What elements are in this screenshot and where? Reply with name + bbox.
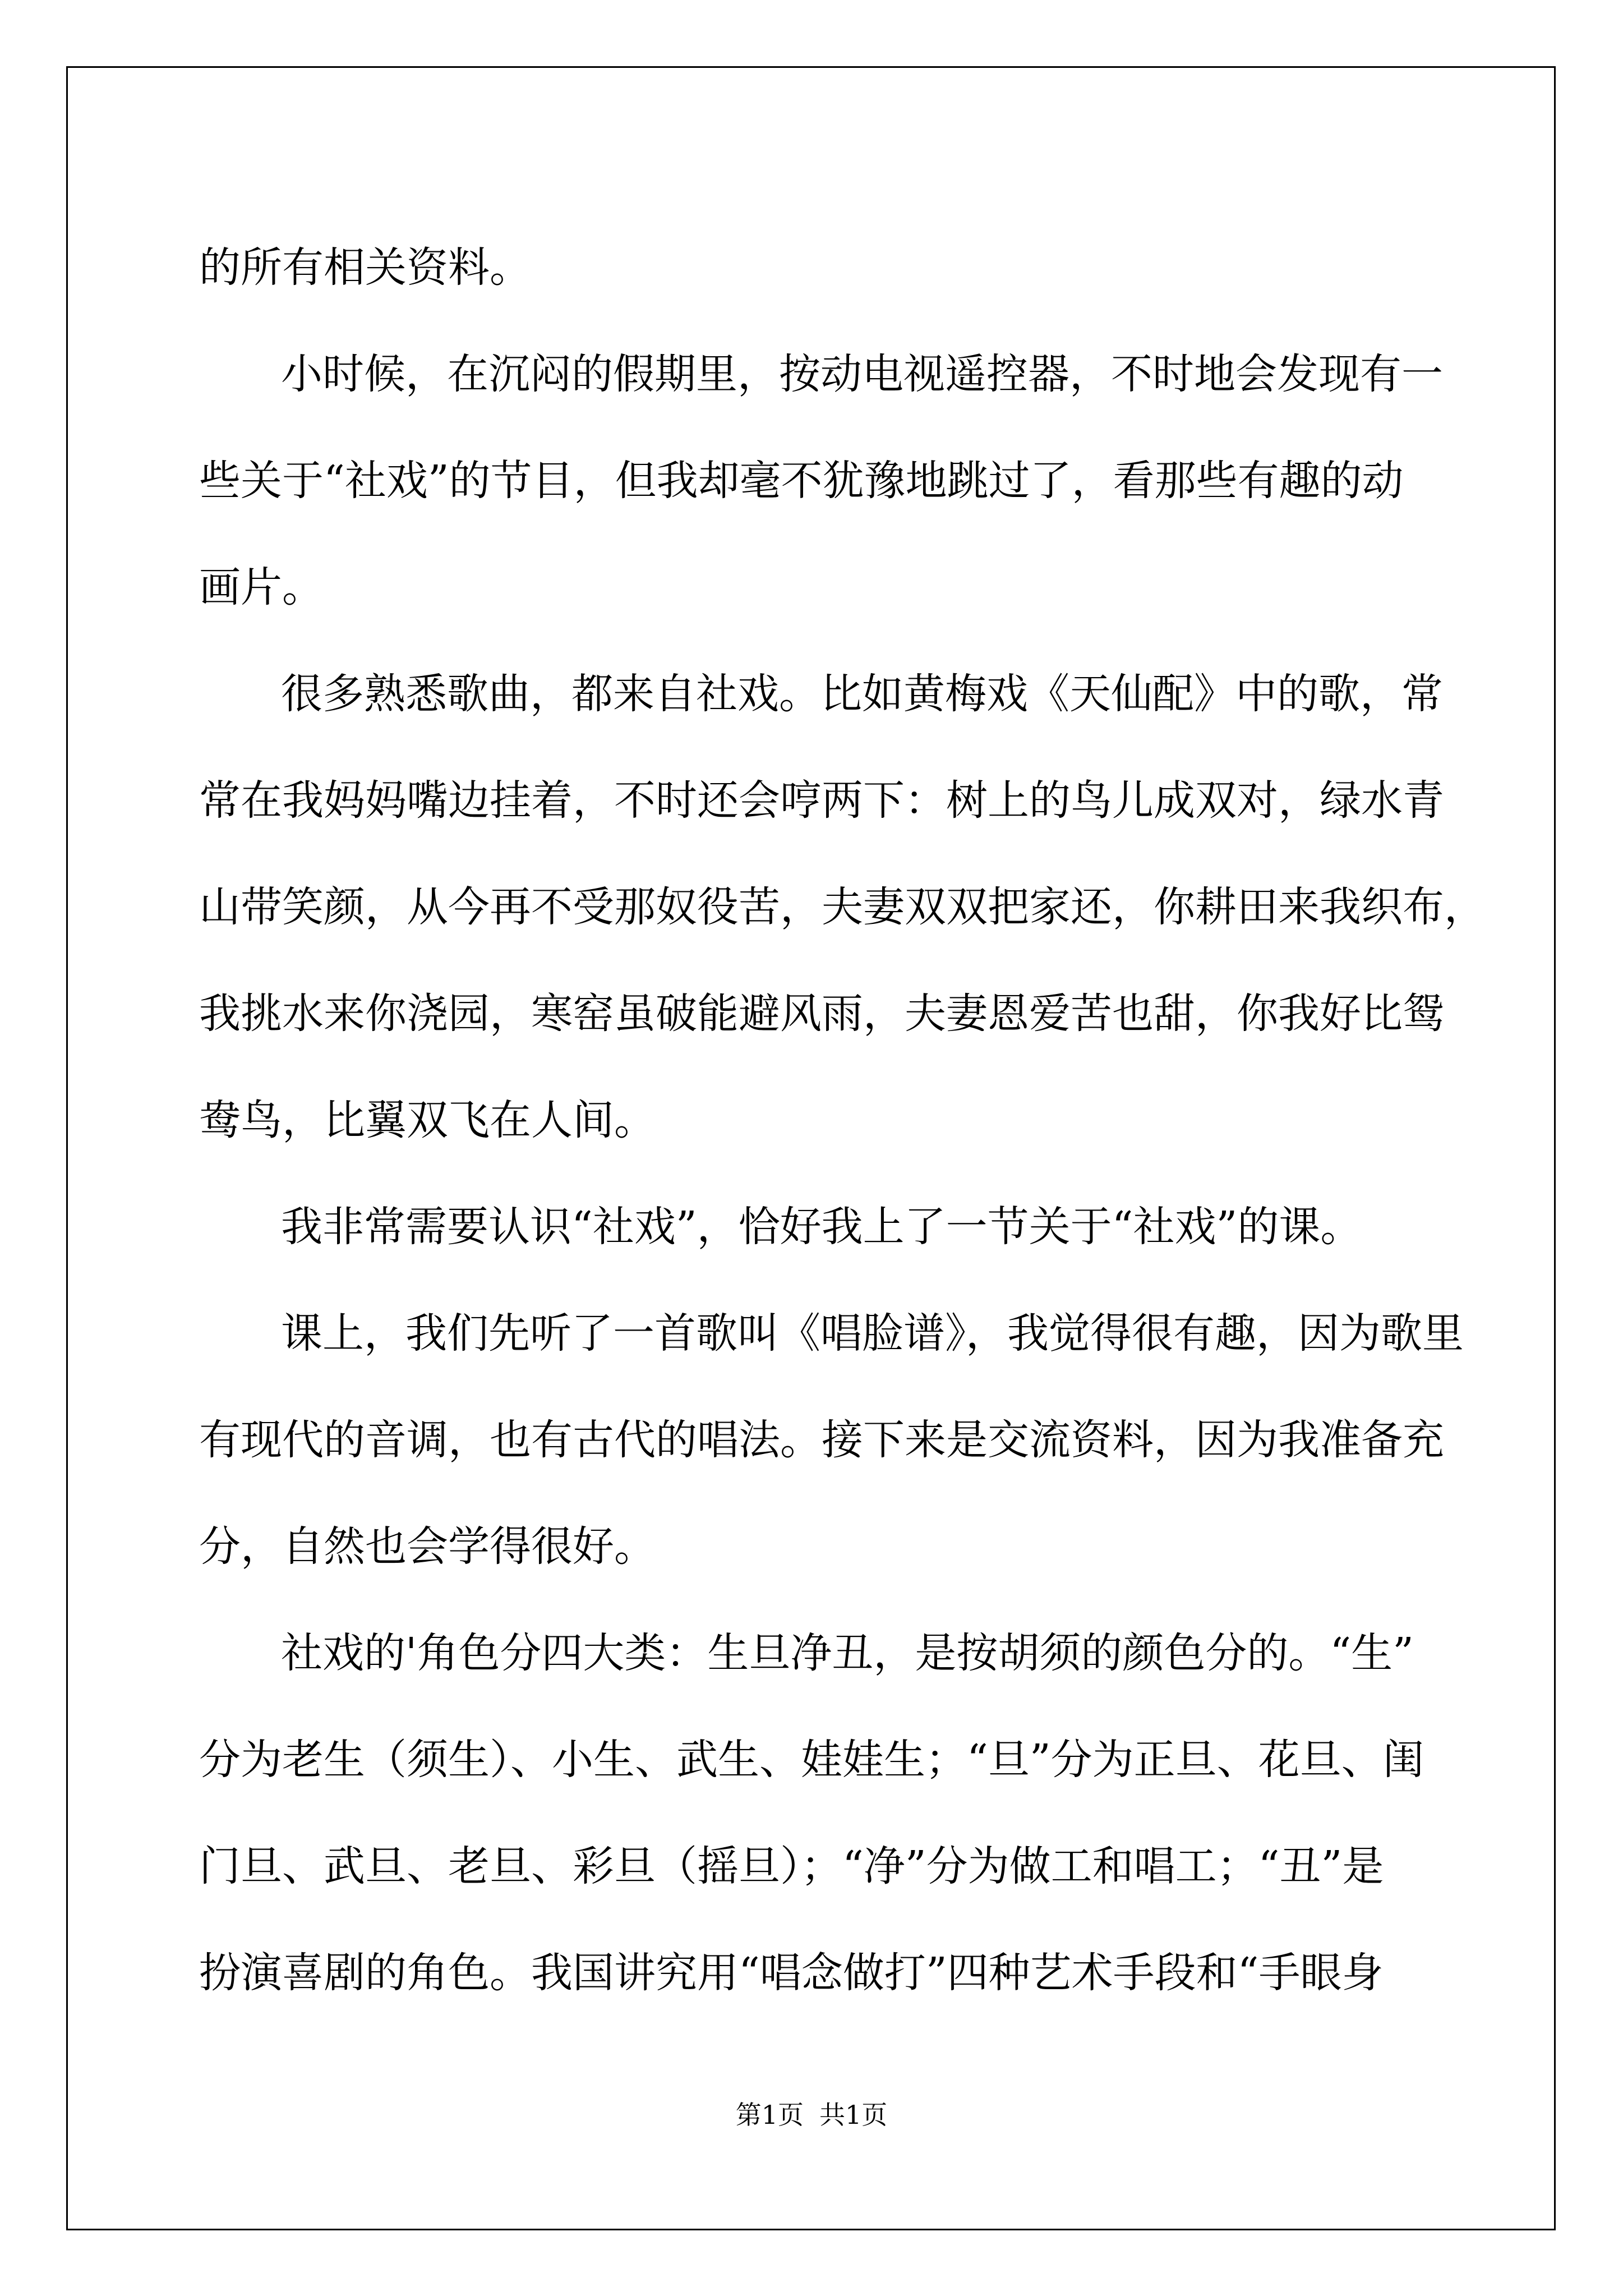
- text-line: 山带笑颜，从今再不受那奴役苦，夫妻双双把家还，你耕田来我织布，: [199, 883, 1486, 931]
- text-line: 课上，我们先听了一首歌叫《唱脸谱》，我觉得很有趣，因为歌里: [281, 1309, 1464, 1358]
- text-line: 分，自然也会学得很好。: [199, 1522, 656, 1571]
- text-line: 社戏的'角色分四大类：生旦净丑，是按胡须的颜色分的。“生”: [281, 1629, 1414, 1677]
- text-line: 常在我妈妈嘴边挂着，不时还会哼两下：树上的鸟儿成双对，绿水青: [199, 776, 1444, 825]
- text-line: 我非常需要认识“社戏”，恰好我上了一节关于“社戏”的课。: [281, 1203, 1362, 1251]
- page-total: 共1页: [819, 2100, 888, 2130]
- text-line: 有现代的音调，也有古代的唱法。接下来是交流资料，因为我准备充: [199, 1416, 1444, 1464]
- text-line: 我挑水来你浇园，寒窑虽破能避风雨，夫妻恩爱苦也甜，你我好比鸳: [199, 990, 1444, 1038]
- text-line: 画片。: [199, 563, 324, 611]
- page-number: 第1页: [735, 2100, 804, 2130]
- text-line: 门旦、武旦、老旦、彩旦（摇旦）；“净”分为做工和唱工；“丑”是: [199, 1842, 1384, 1890]
- text-line: 扮演喜剧的角色。我国讲究用“唱念做打”四种艺术手段和“手眼身: [199, 1949, 1384, 1997]
- text-line: 鸯鸟，比翼双飞在人间。: [199, 1096, 656, 1144]
- text-line: 的所有相关资料。: [199, 243, 531, 292]
- text-line: 些关于“社戏”的节目，但我却毫不犹豫地跳过了，看那些有趣的动: [199, 457, 1404, 505]
- text-line: 小时候，在沉闷的假期里，按动电视遥控器，不时地会发现有一: [281, 350, 1443, 398]
- text-line: 分为老生（须生）、小生、武生、娃娃生；“旦”分为正旦、花旦、闺: [199, 1736, 1424, 1784]
- document-body: [199, 214, 1486, 2026]
- text-line: 很多熟悉歌曲，都来自社戏。比如黄梅戏《天仙配》中的歌，常: [281, 670, 1443, 718]
- page-footer: [0, 2095, 1623, 2132]
